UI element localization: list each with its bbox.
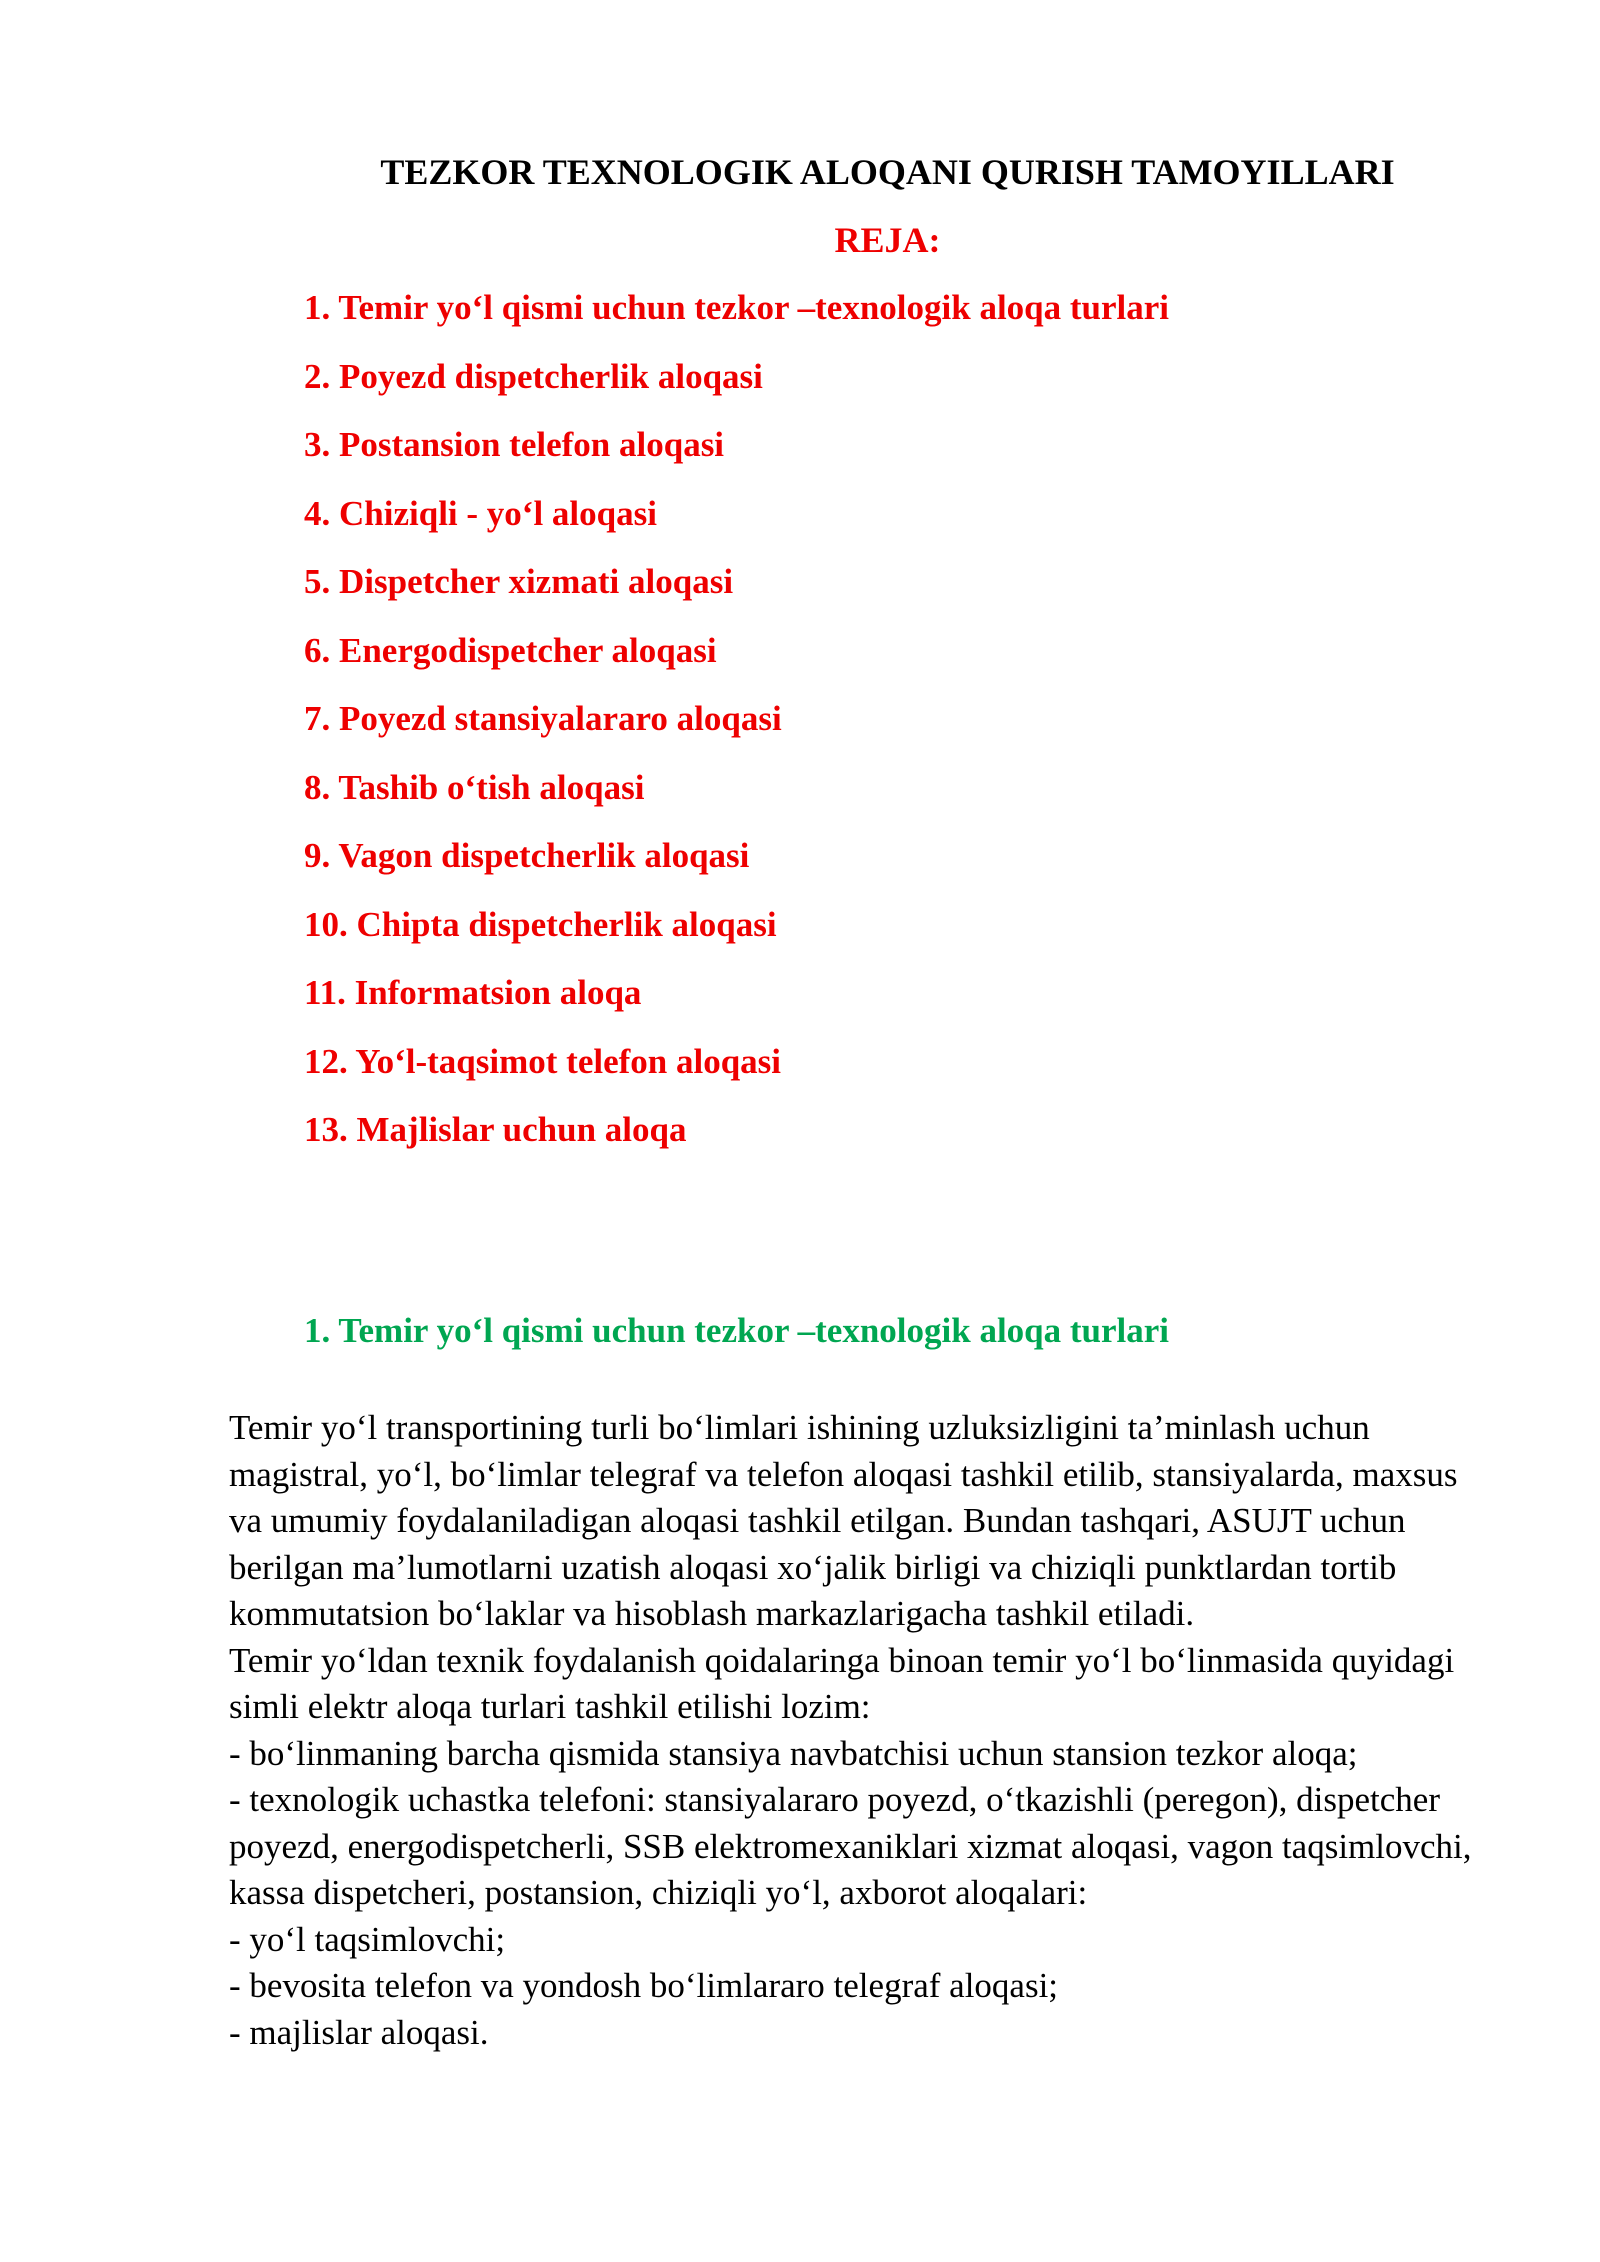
document-title: TEZKOR TEXNOLOGIK ALOQANI QURISH TAMOYILLARI [380,152,1395,192]
paragraph: Temir yo‘ldan texnik foydalanish qoidalaringa binoan temir yo‘l bo‘linmasida quyidagi simli elektr aloqa turlari tashkil etilishi lozim: [229,1640,1455,1726]
plan-item: 12. Yo‘l-taqsimot telefon aloqasi [304,1041,782,1081]
section-heading: 1. Temir yo‘l qismi uchun tezkor –texnologik aloqa turlari [304,1311,1170,1350]
bullet-line: - yo‘l taqsimlovchi; [229,1919,506,1959]
plan-item: 1. Temir yo‘l qismi uchun tezkor –texnologik aloqa turlari [304,288,1170,327]
plan-item: 6. Energodispetcher aloqasi [304,630,717,670]
plan-item: 8. Tashib o‘tish aloqasi [304,767,645,807]
plan-item: 4. Chiziqli - yo‘l aloqasi [304,493,657,533]
plan-list [304,286,1169,1177]
bullet-line: - majlislar aloqasi. [229,2012,489,2052]
plan-item: 11. Informatsion aloqa [304,973,642,1012]
plan-item: 7. Poyezd stansiyalararo aloqasi [304,699,782,738]
paragraph: Temir yo‘l transportining turli bo‘limlari ishining uzluksizligini ta’minlash uchun magistral, yo‘l, bo‘limlar telegraf va telefon aloqasi tashkil etilib, stansiyalarda, maxsus va umumiy foydalaniladigan aloqasi tashkil etilgan. Bundan tashqari, ASUJT uchun berilgan ma’lumotlarni uzatish aloqasi xo‘jalik birligi va chiziqli punktlardan tortib kommutatsion bo‘laklar va hisoblash markazlarigacha tashkil etiladi. [229,1408,1458,1633]
plan-item: 10. Chipta dispetcherlik aloqasi [304,904,777,944]
bullet-line: - bevosita telefon va yondosh bo‘limlararo telegraf aloqasi; [229,1966,1059,2005]
plan-item: 9. Vagon dispetcherlik aloqasi [304,836,750,875]
plan-item: 5. Dispetcher xizmati aloqasi [304,562,734,601]
bullet-line: - texnologik uchastka telefoni: stansiyalararo poyezd, o‘tkazishli (peregon), dispetcher poyezd, energodispetcherli, SSB elektromexaniklari xizmat aloqasi, vagon taqsimlovchi, kassa dispetcheri, postansion, chiziqli yo‘l, axborot aloqalari: [229,1780,1472,1912]
plan-item: 3. Postansion telefon aloqasi [304,425,725,464]
plan-item: 2. Poyezd dispetcherlik aloqasi [304,356,763,396]
plan-item: 13. Majlislar uchun aloqa [304,1110,687,1149]
body-text [229,1405,1484,2056]
plan-label: REJA: [834,220,941,260]
bullet-line: - bo‘linmaning barcha qismida stansiya navbatchisi uchun stansion tezkor aloqa; [229,1733,1358,1773]
